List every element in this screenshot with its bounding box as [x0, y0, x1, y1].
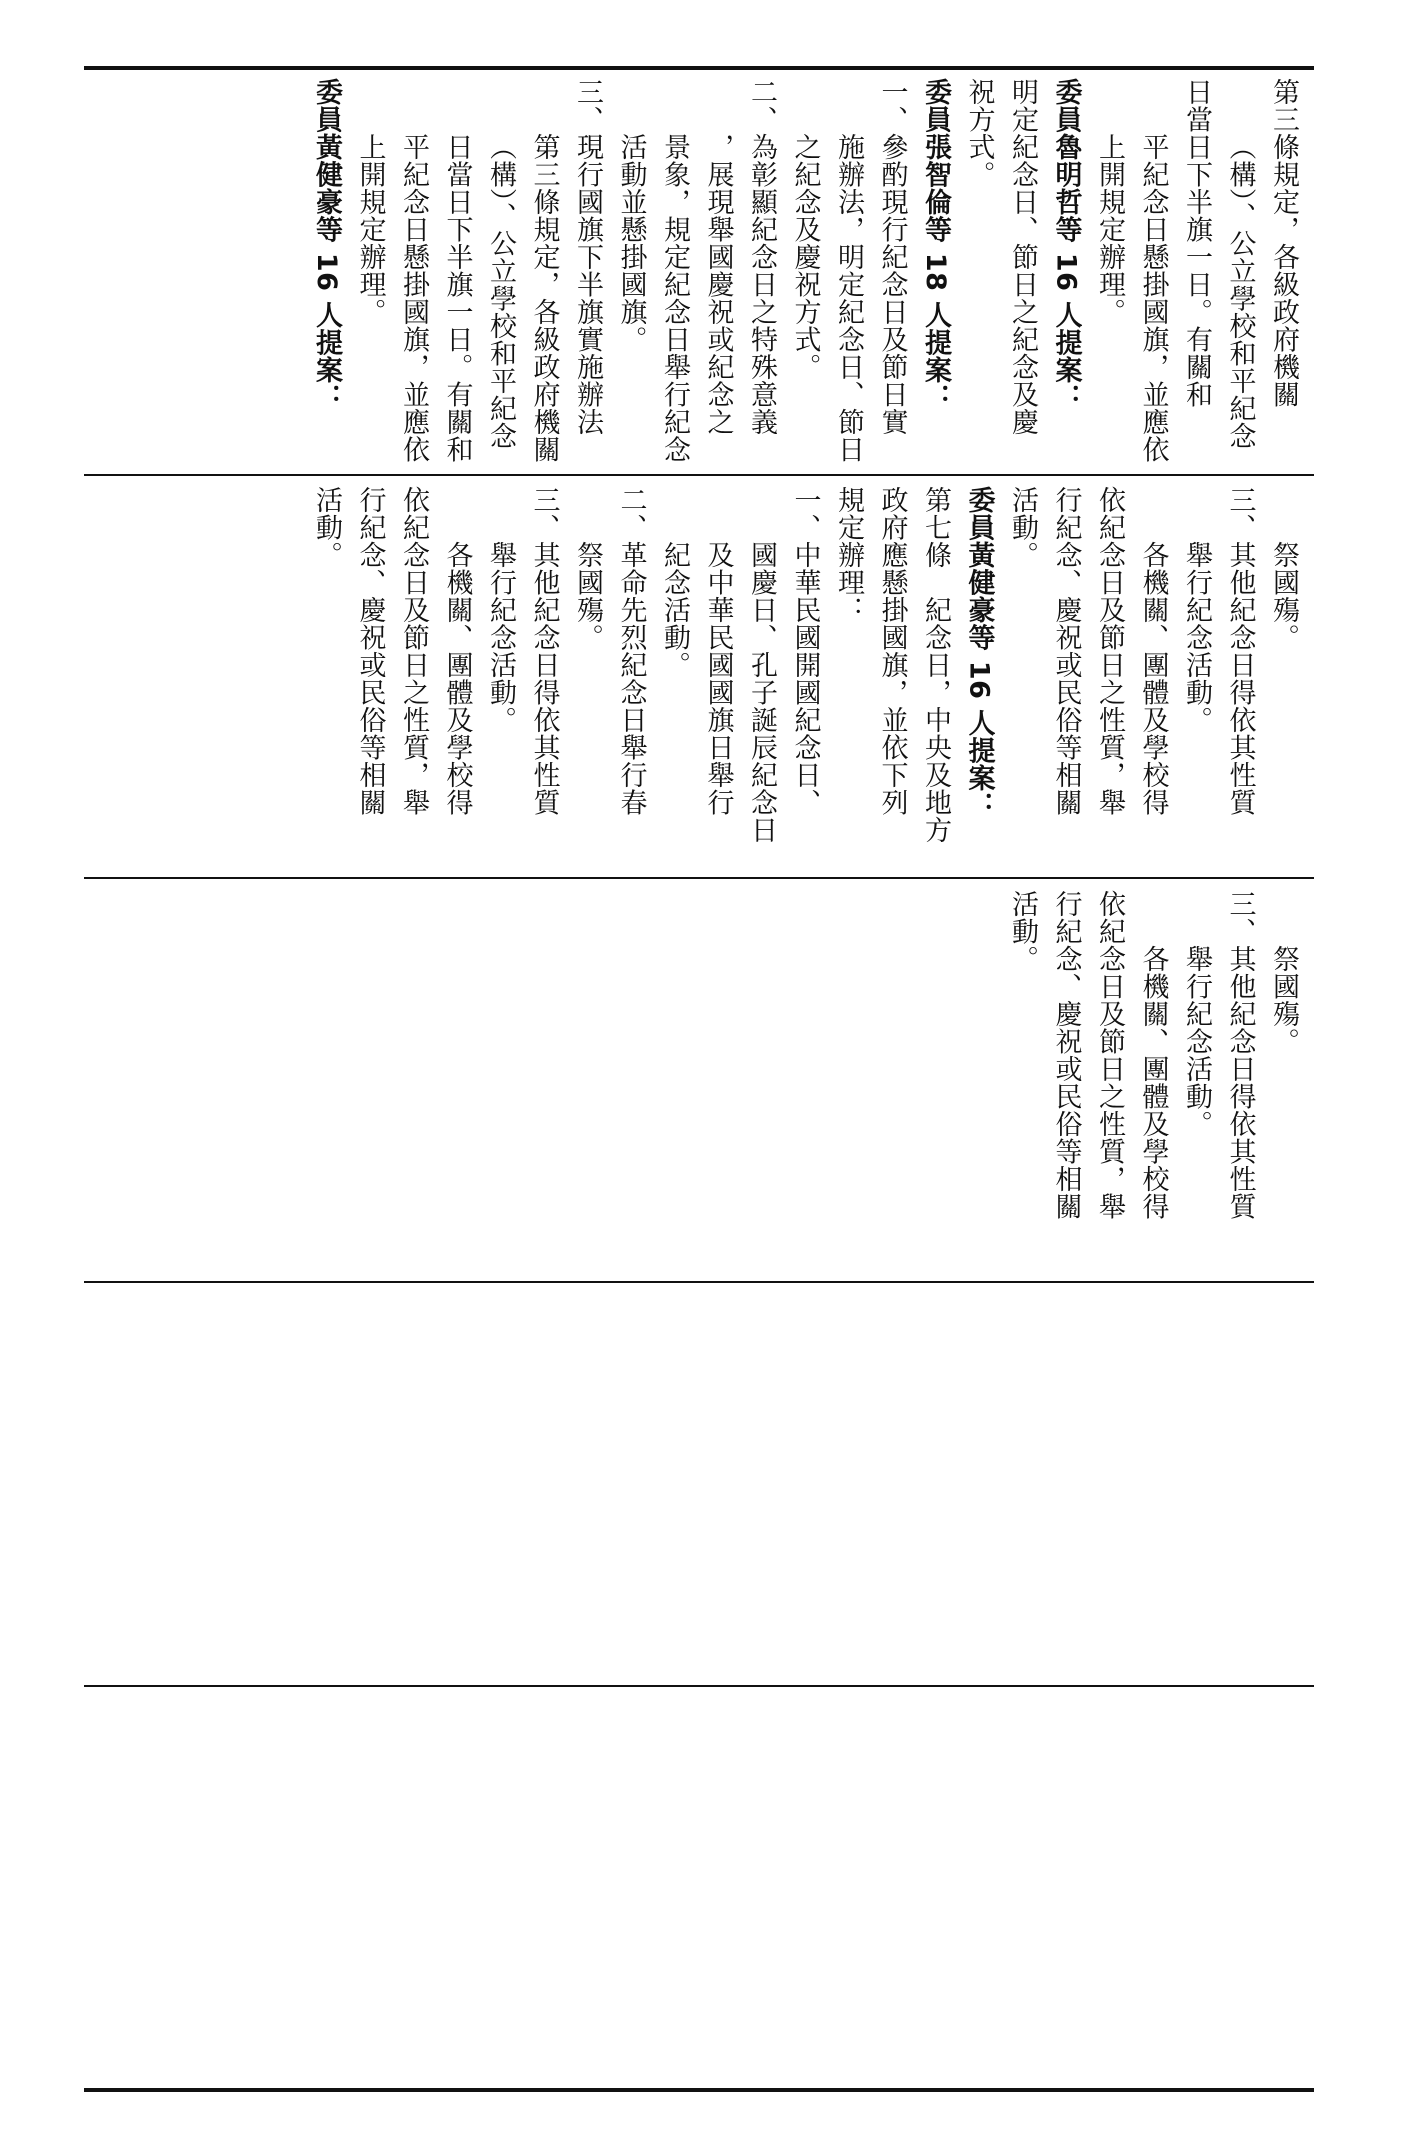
empty-column-4: [90, 1293, 1305, 1678]
text-line: 紀念活動。: [659, 541, 690, 679]
text-line: （構）、公立學校和平紀念: [485, 133, 516, 450]
table-bottom-border: [84, 2088, 1314, 2092]
text-line: 各機關、團體及學校得: [1137, 945, 1169, 1220]
text-line: 日當日下半旗一日。有關和: [1181, 78, 1212, 408]
text-line: 明定紀念日、節日之紀念及慶: [1007, 78, 1038, 436]
text-line: 之紀念及慶祝方式。: [789, 133, 821, 381]
text-line: 行紀念、慶祝或民俗等相關: [1050, 486, 1082, 816]
text-line: 國慶日、孔子誕辰紀念日: [746, 541, 777, 844]
empty-column-5: [90, 1697, 1305, 2082]
text-line: 祭國殤。: [1268, 541, 1299, 651]
text-line: 活動並懸掛國旗。: [615, 133, 647, 353]
text-line: 行紀念、慶祝或民俗等相關: [354, 486, 386, 816]
row-divider-1: [84, 474, 1314, 476]
text-line: 政府應懸掛國旗，並依下列: [876, 486, 908, 816]
text-line: 祭國殤。: [1268, 945, 1299, 1055]
proposer-heading: 委員黃健豪等 16 人提案：: [311, 78, 342, 412]
text-line: 二、為彰顯紀念日之特殊意義: [746, 78, 777, 436]
text-line: 景象，規定紀念日舉行紀念: [659, 133, 690, 463]
text-line: 三、其他紀念日得依其性質: [1224, 486, 1256, 816]
text-line: 規定辦理：: [833, 486, 864, 624]
table-top-border: [84, 66, 1314, 70]
text-line: 依紀念日及節日之性質，舉: [1094, 890, 1125, 1220]
text-line: 施辦法，明定紀念日、節日: [833, 133, 864, 463]
text-line: 活動。: [1007, 890, 1038, 973]
text-line: 平紀念日懸掛國旗，並應依: [1137, 133, 1169, 463]
text-line: 祭國殤。: [572, 541, 603, 651]
text-line: 三、其他紀念日得依其性質: [1224, 890, 1256, 1220]
row-divider-4: [84, 1685, 1314, 1687]
text-line: 依紀念日及節日之性質，舉: [398, 486, 429, 816]
text-line: 及中華民國國旗日舉行: [702, 541, 734, 816]
text-line: 平紀念日懸掛國旗，並應依: [398, 133, 429, 463]
proposer-heading: 委員黃健豪等 16 人提案：: [963, 486, 995, 820]
explanation-column: [90, 78, 1305, 468]
text-line: 三、現行國旗下半旗實施辦法: [572, 78, 603, 436]
proposer-heading: 委員魯明哲等 16 人提案：: [1050, 78, 1082, 412]
text-line: 二、革命先烈紀念日舉行春: [615, 486, 647, 816]
text-line: 舉行紀念活動。: [485, 541, 516, 734]
text-line: 第三條規定，各級政府機關: [528, 133, 560, 463]
text-line: 三、其他紀念日得依其性質: [528, 486, 560, 816]
text-line: 一、參酌現行紀念日及節日實: [876, 78, 908, 436]
text-line: 一、中華民國開國紀念日、: [789, 486, 821, 816]
text-line: ，展現舉國慶祝或紀念之: [702, 133, 734, 436]
text-line: 各機關、團體及學校得: [441, 541, 473, 816]
text-line: 依紀念日及節日之性質，舉: [1094, 486, 1125, 816]
text-line: 活動。: [311, 486, 342, 569]
proposer-heading: 委員張智倫等 18 人提案：: [920, 78, 951, 412]
text-line: 上開規定辦理。: [354, 133, 386, 326]
text-line: （構）、公立學校和平紀念: [1224, 133, 1256, 450]
text-line: 日當日下半旗一日。有關和: [441, 133, 473, 463]
text-line: 行紀念、慶祝或民俗等相關: [1050, 890, 1082, 1220]
text-line: 祝方式。: [963, 78, 995, 188]
row-divider-3: [84, 1281, 1314, 1283]
current-law-column: [90, 890, 1305, 1275]
row-divider-2: [84, 877, 1314, 879]
proposal-text-column: [90, 486, 1305, 871]
text-line: 舉行紀念活動。: [1181, 945, 1212, 1138]
text-line: 第七條 紀念日，中央及地方: [920, 486, 951, 844]
text-line: 各機關、團體及學校得: [1137, 541, 1169, 816]
text-line: 第三條規定，各級政府機關: [1268, 78, 1299, 408]
text-line: 上開規定辦理。: [1094, 133, 1125, 326]
text-line: 活動。: [1007, 486, 1038, 569]
text-line: 舉行紀念活動。: [1181, 541, 1212, 734]
